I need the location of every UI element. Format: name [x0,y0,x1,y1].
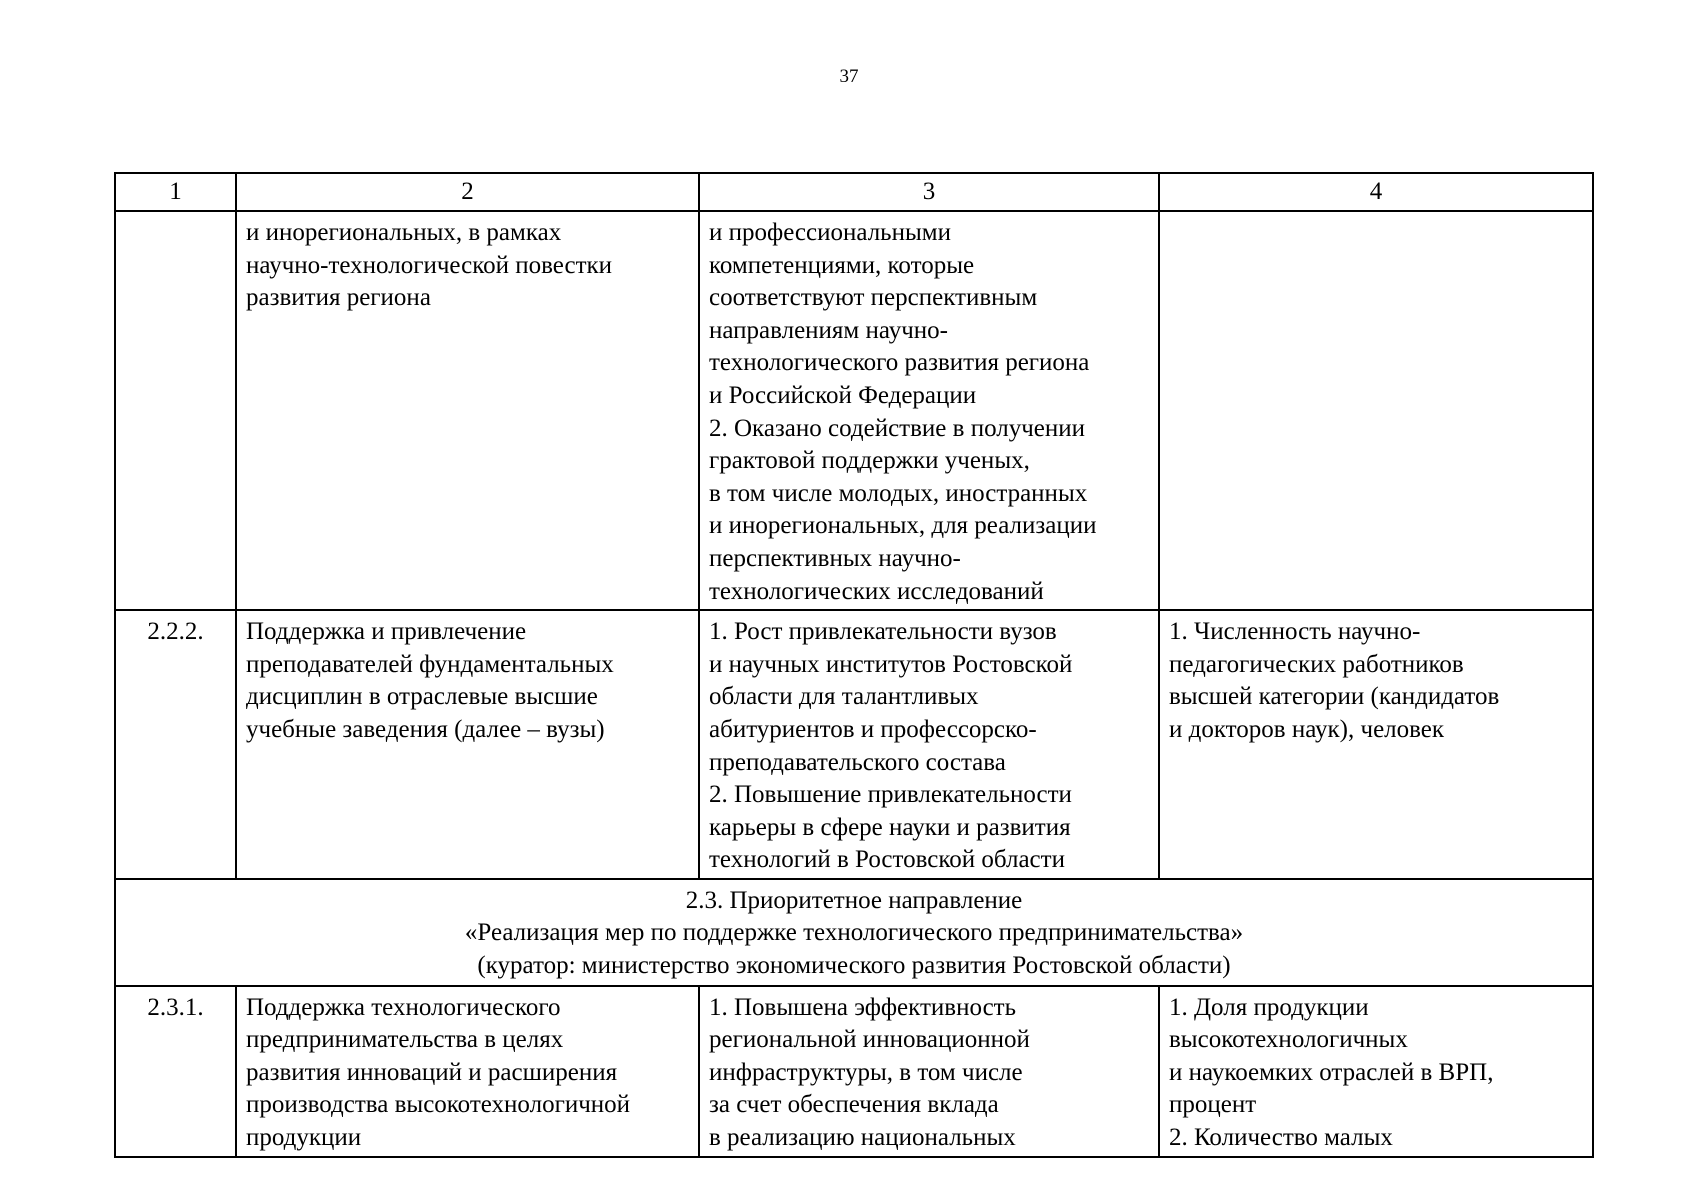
measures-table [114,172,1594,1158]
header-cell: 3 [699,173,1159,211]
row-number-cell: 2.3.1. [115,986,236,1157]
indicators-cell: 1. Численность научно- педагогических работников высшей категории (кандидатов и докторов наук), человек [1159,610,1593,879]
table-row [115,610,1593,879]
row-number-cell: 2.2.2. [115,610,236,879]
header-cell: 2 [236,173,699,211]
measure-cell: Поддержка и привлечение преподавателей фундаментальных дисциплин в отраслевые высшие учебные заведения (далее – вузы) [236,610,699,879]
results-cell: и профессиональными компетенциями, которые соответствуют перспективным направлениям научно- технологического развития региона и Российской Федерации 2. Оказано содействие в получении грактовой поддержки ученых, в том числе молодых, иностранных и инорегиональных, для реализации перспективных научно- технологических исследований [699,211,1159,610]
section-title: 2.3. Приоритетное направление [685,886,1023,914]
section-name: «Реализация мер по поддержке технологического предпринимательства» [464,919,1244,947]
page-number: 37 [839,66,859,87]
indicators-cell [1159,211,1593,610]
indicators-cell: 1. Доля продукции высокотехнологичных и наукоемких отраслей в ВРП, процент 2. Количество малых [1159,986,1593,1157]
measure-cell: и инорегиональных, в рамках научно-технологической повестки развития региона [236,211,699,610]
results-cell: 1. Рост привлекательности вузов и научных институтов Ростовской области для талантливых абитуриентов и профессорско- преподавательского состава 2. Повышение привлекательности карьеры в сфере науки и развития технологий в Ростовской области [699,610,1159,879]
header-cell: 1 [115,173,236,211]
results-cell: 1. Повышена эффективность региональной инновационной инфраструктуры, в том числе за счет обеспечения вклада в реализацию национальных [699,986,1159,1157]
measure-cell: Поддержка технологического предпринимательства в целях развития инноваций и расширения производства высокотехнологичной продукции [236,986,699,1157]
section-curator: (куратор: министерство экономического развития Ростовской области) [477,952,1231,980]
row-number-cell [115,211,236,610]
header-cell: 4 [1159,173,1593,211]
section-heading-row [115,879,1593,986]
table-header-row [115,173,1593,211]
table-row [115,211,1593,610]
section-heading-cell [115,879,1593,986]
table-row [115,986,1593,1157]
